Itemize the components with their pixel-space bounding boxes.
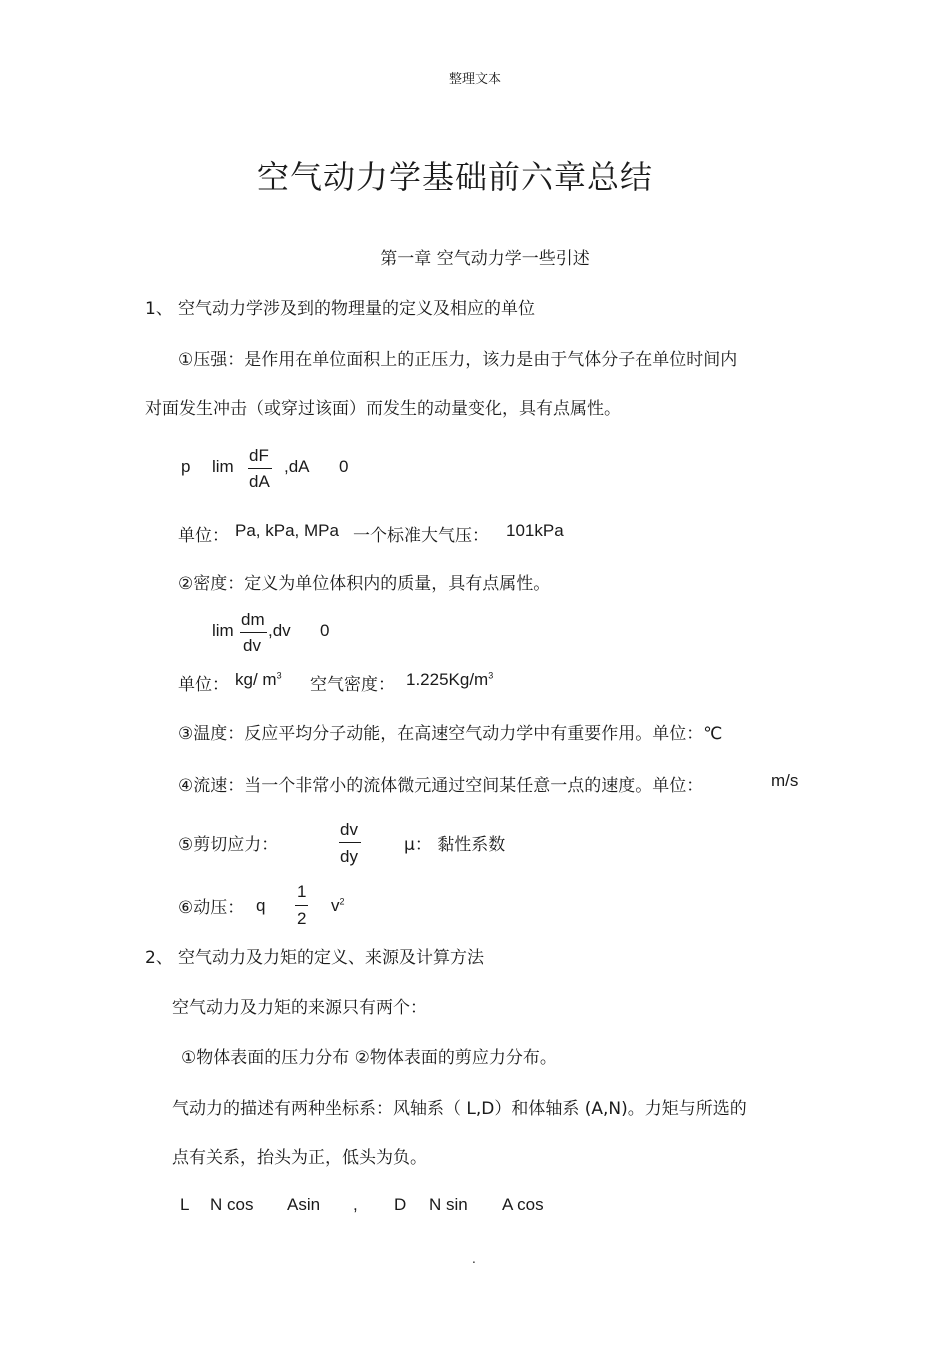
density-unit-label: 单位： bbox=[178, 675, 229, 695]
formula-symbol-v: $v^2$ bbox=[331, 896, 345, 915]
fraction-denominator: dv bbox=[243, 636, 261, 655]
fraction-numerator: 1 bbox=[297, 882, 307, 901]
section-number: 2、 bbox=[145, 948, 173, 968]
pressure-definition-line1: ①压强：是作用在单位面积上的正压力，该力是由于气体分子在单位时间内 bbox=[178, 350, 738, 370]
pressure-unit-value: Pa, kPa, MPa bbox=[235, 521, 339, 540]
pressure-unit-label: 单位： bbox=[178, 526, 229, 546]
page-header: 整理文本 bbox=[448, 72, 501, 87]
fraction-numerator: dv bbox=[340, 820, 358, 839]
dynamic-pressure-label: ⑥动压： bbox=[178, 898, 245, 918]
formula-tail: ,dA bbox=[284, 457, 310, 476]
source-line: 空气动力及力矩的来源只有两个： bbox=[172, 998, 427, 1018]
fraction-bar bbox=[248, 468, 272, 469]
coordinate-line1: 气动力的描述有两种坐标系：风轴系（ L,D）和体轴系 (A,N)。力矩与所选的 bbox=[172, 1099, 747, 1119]
viscosity-note: μ： 黏性系数 bbox=[404, 835, 506, 855]
fraction-denominator: dy bbox=[340, 847, 358, 866]
section-heading: 空气动力学涉及到的物理量的定义及相应的单位 bbox=[178, 299, 535, 319]
density-definition: ②密度：定义为单位体积内的质量，具有点属性。 bbox=[178, 574, 551, 594]
fraction-numerator: dF bbox=[249, 446, 269, 465]
pressure-definition-line2: 对面发生冲击（或穿过该面）而发生的动量变化，具有点属性。 bbox=[145, 399, 621, 419]
section-heading: 空气动力及力矩的定义、来源及计算方法 bbox=[178, 948, 484, 968]
air-density-label: 空气密度： bbox=[310, 675, 395, 695]
air-density-value: $1.225Kg/m^3$ bbox=[406, 670, 494, 689]
velocity-unit: m/s bbox=[771, 771, 799, 790]
formula-tail: ,dv bbox=[268, 621, 291, 640]
temperature-definition: ③温度：反应平均分子动能，在高速空气动力学中有重要作用。单位：℃ bbox=[178, 724, 723, 744]
eq-asin: Asin bbox=[287, 1195, 321, 1214]
coordinate-line2: 点有关系，抬头为正，低头为负。 bbox=[172, 1148, 427, 1168]
fraction-bar bbox=[339, 842, 361, 843]
section-number: 1、 bbox=[145, 299, 173, 319]
formula-symbol-p: p bbox=[181, 457, 191, 476]
formula-lim: lim bbox=[212, 621, 234, 640]
page-footer: . bbox=[472, 1252, 476, 1266]
eq-ncos: N cos bbox=[210, 1195, 254, 1214]
density-unit-value: kg/ $m^3$ bbox=[235, 670, 282, 689]
shear-stress-label: ⑤剪切应力： bbox=[178, 835, 279, 855]
formula-zero: 0 bbox=[320, 621, 330, 640]
eq-nsin: N sin bbox=[429, 1195, 468, 1214]
chapter-heading: 第一章 空气动力学一些引述 bbox=[380, 249, 590, 269]
formula-symbol-q: q bbox=[256, 896, 266, 915]
eq-acos: A cos bbox=[502, 1195, 544, 1214]
eq-comma: , bbox=[353, 1195, 358, 1214]
velocity-definition: ④流速：当一个非常小的流体微元通过空间某任意一点的速度。单位： bbox=[178, 776, 704, 796]
source-items: ①物体表面的压力分布 ②物体表面的剪应力分布。 bbox=[181, 1048, 557, 1068]
fraction-bar bbox=[295, 905, 308, 906]
atm-label: 一个标准大气压： bbox=[353, 526, 489, 546]
document-title: 空气动力学基础前六章总结 bbox=[256, 158, 653, 196]
formula-lim: lim bbox=[212, 457, 234, 476]
fraction-bar bbox=[240, 632, 267, 633]
fraction-denominator: 2 bbox=[297, 909, 307, 928]
formula-zero: 0 bbox=[339, 457, 349, 476]
eq-L: L bbox=[180, 1195, 190, 1214]
eq-D: D bbox=[394, 1195, 407, 1214]
fraction-numerator: dm bbox=[241, 610, 265, 629]
atm-value: 101kPa bbox=[506, 521, 564, 540]
fraction-denominator: dA bbox=[249, 472, 270, 491]
